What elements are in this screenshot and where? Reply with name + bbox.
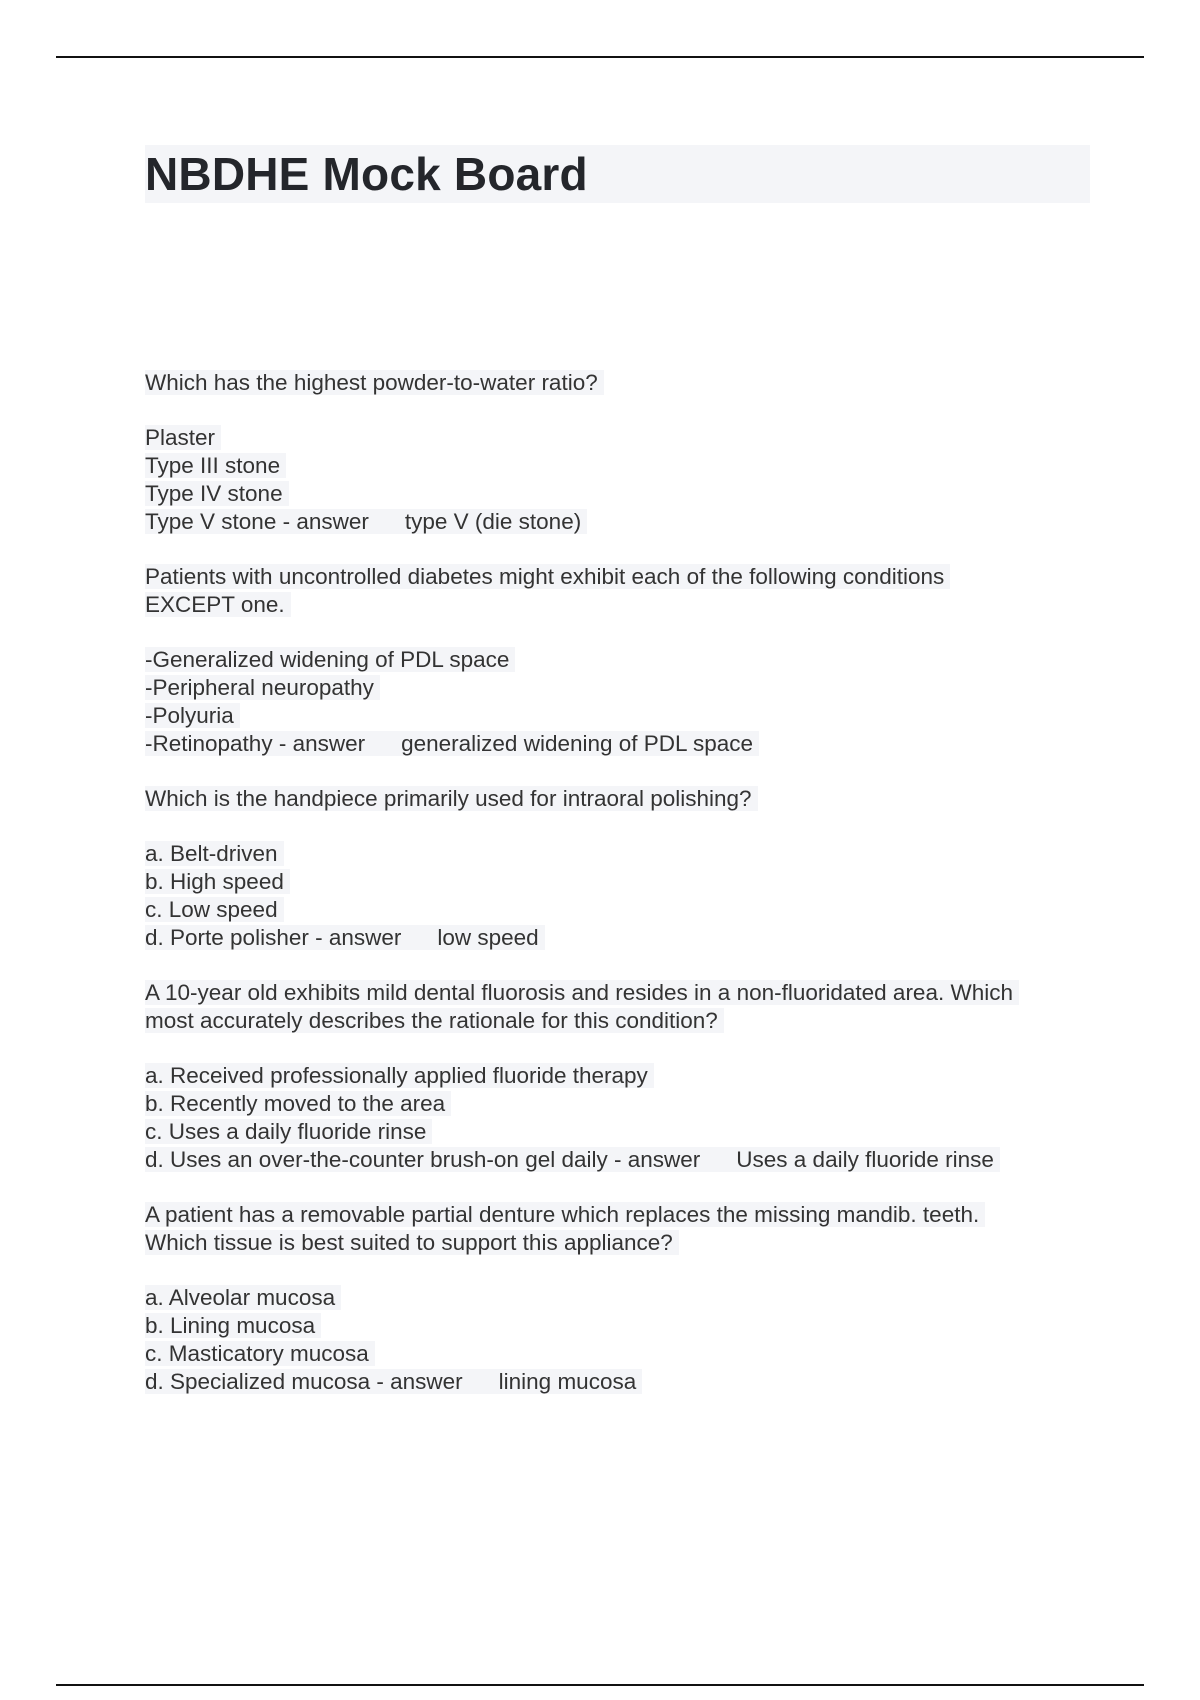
option-item: c. Masticatory mucosa [145, 1341, 375, 1366]
answer-text: Uses a daily fluoride rinse [736, 1147, 994, 1172]
option-item: -Peripheral neuropathy [145, 675, 380, 700]
bottom-rule [56, 1684, 1144, 1686]
option-item: c. Uses a daily fluoride rinse [145, 1119, 432, 1144]
option-item: c. Low speed [145, 897, 284, 922]
prompt-line: Patients with uncontrolled diabetes might exhibit each of the following conditions [145, 564, 950, 589]
last-option: d. Specialized mucosa - answer [145, 1369, 463, 1394]
prompt-line: EXCEPT one. [145, 592, 291, 617]
top-rule [56, 56, 1144, 58]
question-prompt [145, 785, 1090, 813]
option-item: -Generalized widening of PDL space [145, 647, 515, 672]
answer-line [145, 1147, 1000, 1172]
answer-text: lining mucosa [498, 1369, 637, 1394]
prompt-line: Which tissue is best suited to support this appliance? [145, 1230, 679, 1255]
option-item: Plaster [145, 425, 221, 450]
last-option: d. Porte polisher - answer [145, 925, 402, 950]
option-list [145, 840, 1090, 952]
answer-line [145, 1369, 642, 1394]
question-3 [145, 785, 1090, 952]
title-bar [145, 145, 1090, 203]
prompt-line: Which is the handpiece primarily used for intraoral polishing? [145, 786, 758, 811]
question-prompt [145, 563, 1090, 619]
prompt-line: A 10-year old exhibits mild dental fluorosis and resides in a non-fluoridated area. Which [145, 980, 1019, 1005]
answer-text: generalized widening of PDL space [401, 731, 754, 756]
option-item: a. Belt-driven [145, 841, 284, 866]
last-option: -Retinopathy - answer [145, 731, 366, 756]
option-item: a. Received professionally applied fluoride therapy [145, 1063, 654, 1088]
page-title: NBDHE Mock Board [145, 148, 588, 200]
question-4 [145, 979, 1090, 1174]
prompt-line: most accurately describes the rationale for this condition? [145, 1008, 724, 1033]
option-list [145, 424, 1090, 536]
question-prompt [145, 369, 1090, 397]
document-body [145, 145, 1090, 1423]
option-item: -Polyuria [145, 703, 240, 728]
question-list [145, 369, 1090, 1396]
answer-line [145, 731, 759, 756]
option-list [145, 646, 1090, 758]
question-prompt [145, 979, 1090, 1035]
option-list [145, 1062, 1090, 1174]
answer-line [145, 925, 545, 950]
option-item: b. High speed [145, 869, 290, 894]
prompt-line: Which has the highest powder-to-water ratio? [145, 370, 604, 395]
option-item: Type IV stone [145, 481, 289, 506]
last-option: Type V stone - answer [145, 509, 369, 534]
question-1 [145, 369, 1090, 536]
last-option: d. Uses an over-the-counter brush-on gel daily - answer [145, 1147, 701, 1172]
answer-text: low speed [437, 925, 539, 950]
answer-text: type V (die stone) [404, 509, 582, 534]
question-prompt [145, 1201, 1090, 1257]
question-5 [145, 1201, 1090, 1396]
option-item: b. Recently moved to the area [145, 1091, 451, 1116]
question-2 [145, 563, 1090, 758]
option-item: Type III stone [145, 453, 286, 478]
option-list [145, 1284, 1090, 1396]
prompt-line: A patient has a removable partial denture which replaces the missing mandib. teeth. [145, 1202, 985, 1227]
option-item: a. Alveolar mucosa [145, 1285, 341, 1310]
option-item: b. Lining mucosa [145, 1313, 321, 1338]
answer-line [145, 509, 587, 534]
